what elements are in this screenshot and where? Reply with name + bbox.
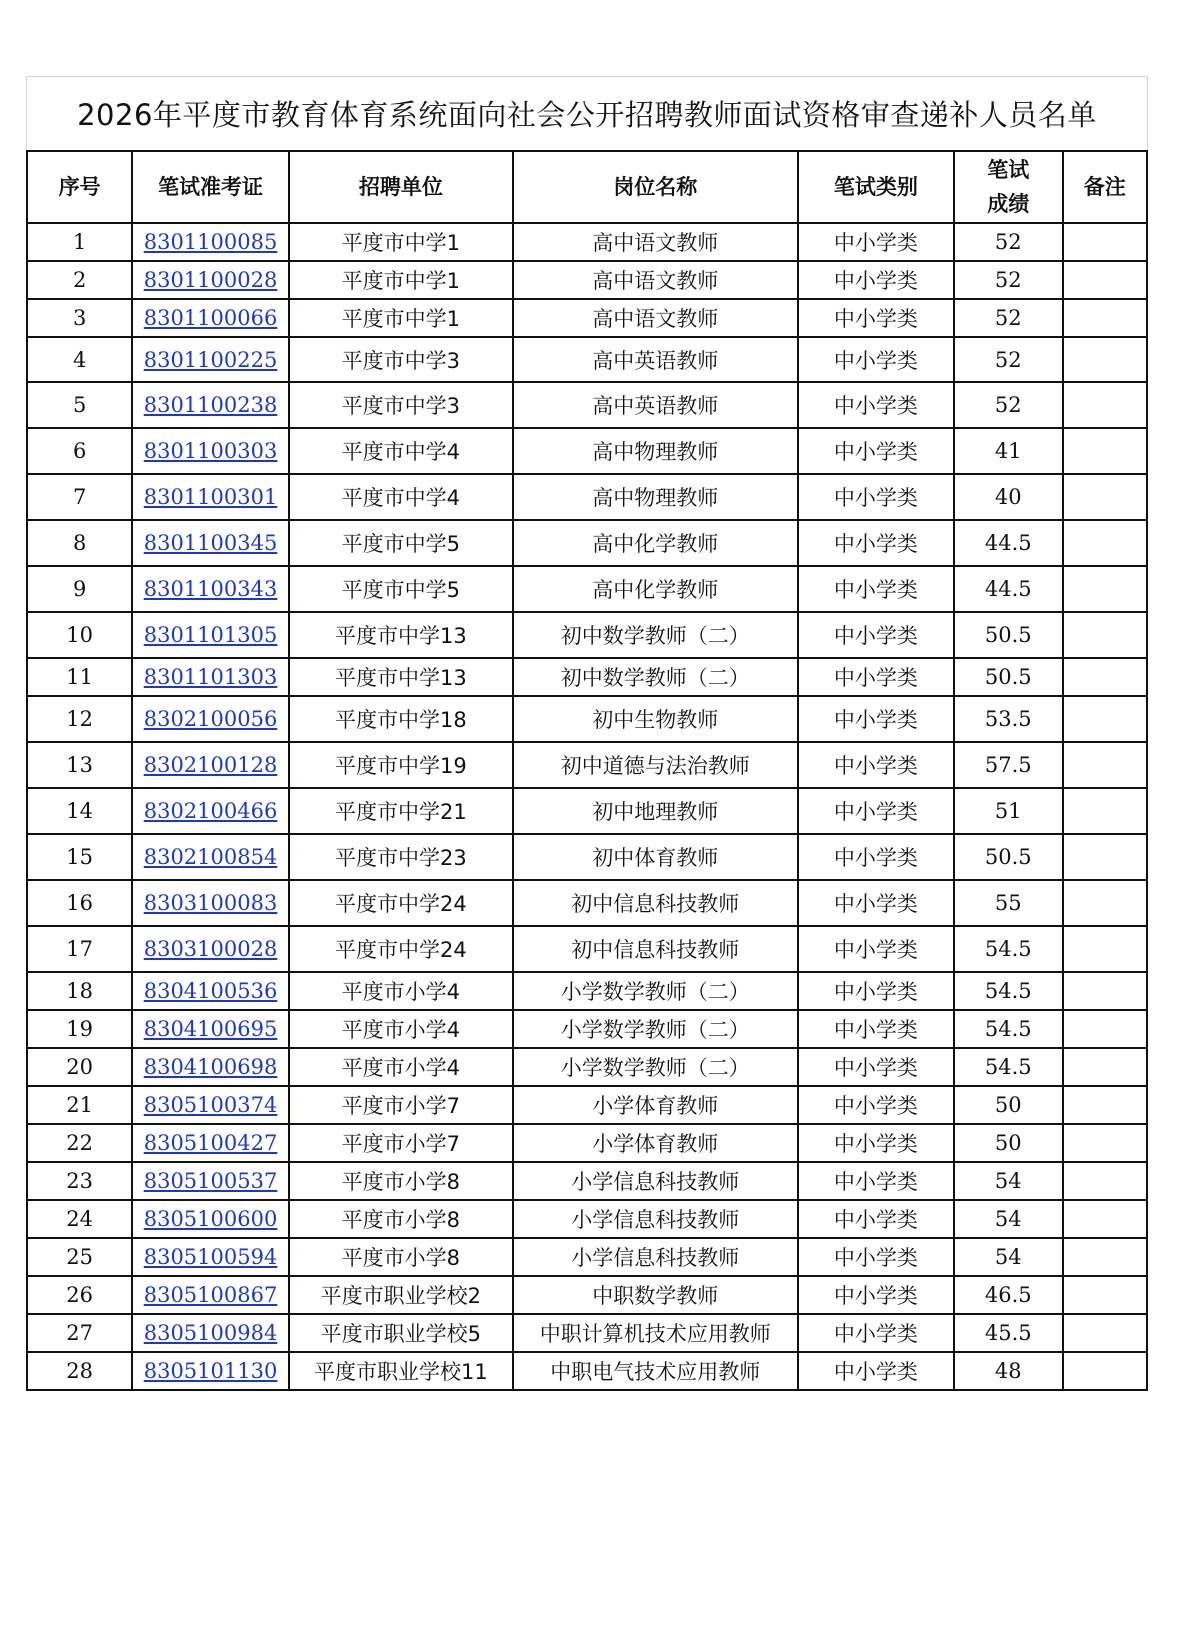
- cell-exam-id: [132, 1238, 288, 1276]
- table-row: [27, 474, 1147, 520]
- exam-id-link[interactable]: 8301101305: [143, 623, 278, 647]
- cell-remark: [1063, 658, 1148, 696]
- cell-position: 高中化学教师: [513, 520, 798, 566]
- cell-score: 50: [954, 1086, 1062, 1124]
- table-row: [27, 1162, 1147, 1200]
- table-row: [27, 566, 1147, 612]
- cell-exam-id: [132, 834, 288, 880]
- cell-index: 21: [27, 1086, 132, 1124]
- cell-category: 中小学类: [798, 788, 954, 834]
- cell-exam-id: [132, 1086, 288, 1124]
- cell-unit: 平度市中学19: [289, 742, 513, 788]
- cell-category: 中小学类: [798, 612, 954, 658]
- cell-index: 13: [27, 742, 132, 788]
- cell-remark: [1063, 382, 1148, 428]
- cell-score: 52: [954, 223, 1062, 261]
- cell-exam-id: [132, 566, 288, 612]
- table-row: [27, 1276, 1147, 1314]
- cell-score: 54.5: [954, 1048, 1062, 1086]
- cell-score: 54: [954, 1238, 1062, 1276]
- cell-unit: 平度市中学24: [289, 880, 513, 926]
- cell-exam-id: [132, 1162, 288, 1200]
- cell-remark: [1063, 742, 1148, 788]
- table-row: [27, 788, 1147, 834]
- cell-score: 52: [954, 337, 1062, 382]
- table-row: [27, 972, 1147, 1010]
- cell-score: 53.5: [954, 696, 1062, 742]
- header-index: 序号: [27, 151, 132, 223]
- cell-remark: [1063, 474, 1148, 520]
- cell-remark: [1063, 337, 1148, 382]
- table-row: [27, 299, 1147, 337]
- cell-score: 51: [954, 788, 1062, 834]
- cell-unit: 平度市职业学校11: [289, 1352, 513, 1390]
- cell-exam-id: [132, 658, 288, 696]
- cell-category: 中小学类: [798, 1314, 954, 1352]
- table-row: [27, 612, 1147, 658]
- cell-unit: 平度市小学4: [289, 1048, 513, 1086]
- header-score-line1: 笔试: [987, 158, 1030, 182]
- cell-category: 中小学类: [798, 1200, 954, 1238]
- exam-id-link[interactable]: 8305101130: [143, 1359, 278, 1383]
- header-unit: 招聘单位: [289, 151, 513, 223]
- cell-score: 55: [954, 880, 1062, 926]
- cell-remark: [1063, 520, 1148, 566]
- cell-score: 52: [954, 299, 1062, 337]
- cell-category: 中小学类: [798, 658, 954, 696]
- cell-category: 中小学类: [798, 1010, 954, 1048]
- cell-index: 22: [27, 1124, 132, 1162]
- cell-position: 初中生物教师: [513, 696, 798, 742]
- cell-category: 中小学类: [798, 520, 954, 566]
- cell-remark: [1063, 788, 1148, 834]
- cell-exam-id: [132, 474, 288, 520]
- candidate-table: [26, 150, 1148, 1391]
- header-position: 岗位名称: [513, 151, 798, 223]
- cell-unit: 平度市小学4: [289, 972, 513, 1010]
- cell-position: 初中数学教师（二）: [513, 612, 798, 658]
- cell-index: 6: [27, 428, 132, 474]
- cell-remark: [1063, 1352, 1148, 1390]
- cell-remark: [1063, 299, 1148, 337]
- exam-id-link[interactable]: 8301100225: [143, 347, 278, 372]
- cell-index: 3: [27, 299, 132, 337]
- cell-score: 54: [954, 1162, 1062, 1200]
- cell-category: 中小学类: [798, 926, 954, 972]
- cell-remark: [1063, 428, 1148, 474]
- cell-score: 54.5: [954, 972, 1062, 1010]
- cell-position: 初中信息科技教师: [513, 880, 798, 926]
- header-remark: 备注: [1063, 151, 1148, 223]
- cell-position: 高中英语教师: [513, 337, 798, 382]
- cell-position: 初中地理教师: [513, 788, 798, 834]
- cell-remark: [1063, 972, 1148, 1010]
- exam-id-link[interactable]: 8305100594: [143, 1245, 278, 1269]
- document-sheet: [26, 76, 1148, 1391]
- exam-id-link[interactable]: 8301100085: [143, 230, 278, 254]
- exam-id-link[interactable]: 8304100536: [143, 979, 278, 1003]
- cell-exam-id: [132, 261, 288, 299]
- cell-unit: 平度市中学24: [289, 926, 513, 972]
- cell-remark: [1063, 566, 1148, 612]
- cell-position: 小学数学教师（二）: [513, 972, 798, 1010]
- cell-score: 48: [954, 1352, 1062, 1390]
- cell-position: 小学数学教师（二）: [513, 1048, 798, 1086]
- cell-exam-id: [132, 1276, 288, 1314]
- cell-category: 中小学类: [798, 1086, 954, 1124]
- exam-id-link[interactable]: 8305100600: [143, 1207, 278, 1231]
- cell-position: 小学体育教师: [513, 1086, 798, 1124]
- cell-unit: 平度市中学21: [289, 788, 513, 834]
- cell-score: 50: [954, 1124, 1062, 1162]
- cell-index: 10: [27, 612, 132, 658]
- cell-category: 中小学类: [798, 337, 954, 382]
- cell-category: 中小学类: [798, 223, 954, 261]
- table-row: [27, 742, 1147, 788]
- cell-index: 15: [27, 834, 132, 880]
- exam-id-link[interactable]: 8303100028: [143, 937, 278, 961]
- cell-unit: 平度市中学4: [289, 474, 513, 520]
- cell-category: 中小学类: [798, 1162, 954, 1200]
- table-row: [27, 428, 1147, 474]
- header-row: [27, 151, 1147, 223]
- cell-remark: [1063, 1010, 1148, 1048]
- exam-id-link[interactable]: 8301100345: [143, 531, 278, 555]
- cell-index: 17: [27, 926, 132, 972]
- cell-position: 高中语文教师: [513, 223, 798, 261]
- cell-index: 9: [27, 566, 132, 612]
- cell-index: 18: [27, 972, 132, 1010]
- cell-index: 26: [27, 1276, 132, 1314]
- cell-category: 中小学类: [798, 1124, 954, 1162]
- exam-id-link[interactable]: 8302100056: [143, 707, 278, 731]
- cell-position: 中职数学教师: [513, 1276, 798, 1314]
- exam-id-link[interactable]: 8301100238: [143, 393, 278, 417]
- cell-unit: 平度市小学7: [289, 1086, 513, 1124]
- cell-remark: [1063, 1276, 1148, 1314]
- cell-exam-id: [132, 1314, 288, 1352]
- cell-score: 52: [954, 382, 1062, 428]
- cell-category: 中小学类: [798, 261, 954, 299]
- cell-index: 14: [27, 788, 132, 834]
- table-body: [27, 223, 1147, 1390]
- cell-exam-id: [132, 742, 288, 788]
- table-row: [27, 337, 1147, 382]
- cell-remark: [1063, 1200, 1148, 1238]
- cell-score: 54: [954, 1200, 1062, 1238]
- cell-score: 54.5: [954, 1010, 1062, 1048]
- cell-unit: 平度市中学23: [289, 834, 513, 880]
- cell-index: 20: [27, 1048, 132, 1086]
- cell-category: 中小学类: [798, 1352, 954, 1390]
- cell-unit: 平度市小学8: [289, 1162, 513, 1200]
- cell-position: 高中化学教师: [513, 566, 798, 612]
- header-score: [954, 151, 1062, 223]
- cell-category: 中小学类: [798, 474, 954, 520]
- cell-position: 初中体育教师: [513, 834, 798, 880]
- cell-unit: 平度市职业学校5: [289, 1314, 513, 1352]
- cell-unit: 平度市职业学校2: [289, 1276, 513, 1314]
- cell-score: 54.5: [954, 926, 1062, 972]
- cell-exam-id: [132, 788, 288, 834]
- exam-id-link[interactable]: 8301100303: [143, 439, 278, 463]
- table-row: [27, 1200, 1147, 1238]
- table-row: [27, 658, 1147, 696]
- cell-score: 50.5: [954, 834, 1062, 880]
- cell-remark: [1063, 696, 1148, 742]
- cell-exam-id: [132, 428, 288, 474]
- cell-category: 中小学类: [798, 299, 954, 337]
- table-row: [27, 520, 1147, 566]
- header-exam-id: 笔试准考证: [132, 151, 288, 223]
- cell-exam-id: [132, 1010, 288, 1048]
- cell-category: 中小学类: [798, 382, 954, 428]
- table-row: [27, 1352, 1147, 1390]
- table-row: [27, 382, 1147, 428]
- cell-remark: [1063, 1124, 1148, 1162]
- cell-score: 52: [954, 261, 1062, 299]
- cell-index: 23: [27, 1162, 132, 1200]
- table-row: [27, 1048, 1147, 1086]
- cell-unit: 平度市小学8: [289, 1200, 513, 1238]
- cell-position: 高中英语教师: [513, 382, 798, 428]
- cell-position: 初中数学教师（二）: [513, 658, 798, 696]
- cell-position: 高中物理教师: [513, 474, 798, 520]
- exam-id-link[interactable]: 8301100066: [143, 306, 278, 330]
- cell-index: 19: [27, 1010, 132, 1048]
- exam-id-link[interactable]: 8302100854: [143, 845, 278, 869]
- cell-unit: 平度市中学18: [289, 696, 513, 742]
- cell-index: 8: [27, 520, 132, 566]
- table-row: [27, 696, 1147, 742]
- cell-score: 46.5: [954, 1276, 1062, 1314]
- cell-unit: 平度市中学3: [289, 337, 513, 382]
- cell-unit: 平度市小学4: [289, 1010, 513, 1048]
- cell-exam-id: [132, 612, 288, 658]
- cell-score: 40: [954, 474, 1062, 520]
- cell-exam-id: [132, 696, 288, 742]
- cell-category: 中小学类: [798, 1276, 954, 1314]
- cell-score: 57.5: [954, 742, 1062, 788]
- cell-unit: 平度市中学1: [289, 299, 513, 337]
- cell-position: 高中语文教师: [513, 261, 798, 299]
- cell-position: 小学信息科技教师: [513, 1200, 798, 1238]
- table-row: [27, 223, 1147, 261]
- cell-unit: 平度市中学4: [289, 428, 513, 474]
- cell-position: 高中语文教师: [513, 299, 798, 337]
- cell-exam-id: [132, 1200, 288, 1238]
- cell-category: 中小学类: [798, 1048, 954, 1086]
- cell-remark: [1063, 1238, 1148, 1276]
- cell-remark: [1063, 612, 1148, 658]
- cell-remark: [1063, 880, 1148, 926]
- cell-index: 2: [27, 261, 132, 299]
- cell-index: 16: [27, 880, 132, 926]
- cell-score: 41: [954, 428, 1062, 474]
- cell-category: 中小学类: [798, 742, 954, 788]
- cell-category: 中小学类: [798, 880, 954, 926]
- table-row: [27, 1086, 1147, 1124]
- cell-remark: [1063, 926, 1148, 972]
- cell-index: 24: [27, 1200, 132, 1238]
- exam-id-link[interactable]: 8301100028: [143, 268, 278, 292]
- exam-id-link[interactable]: 8301100301: [143, 485, 278, 509]
- cell-position: 中职计算机技术应用教师: [513, 1314, 798, 1352]
- exam-id-link[interactable]: 8302100466: [143, 799, 278, 823]
- cell-category: 中小学类: [798, 834, 954, 880]
- cell-exam-id: [132, 520, 288, 566]
- table-row: [27, 1124, 1147, 1162]
- cell-remark: [1063, 261, 1148, 299]
- cell-exam-id: [132, 299, 288, 337]
- cell-category: 中小学类: [798, 1238, 954, 1276]
- exam-id-link[interactable]: 8302100128: [143, 753, 278, 777]
- cell-index: 1: [27, 223, 132, 261]
- cell-position: 小学数学教师（二）: [513, 1010, 798, 1048]
- cell-exam-id: [132, 1352, 288, 1390]
- exam-id-link[interactable]: 8305100374: [143, 1093, 278, 1117]
- cell-position: 小学体育教师: [513, 1124, 798, 1162]
- cell-exam-id: [132, 382, 288, 428]
- cell-index: 28: [27, 1352, 132, 1390]
- blank-area: [0, 1420, 1179, 1638]
- cell-exam-id: [132, 223, 288, 261]
- cell-position: 小学信息科技教师: [513, 1238, 798, 1276]
- cell-score: 44.5: [954, 520, 1062, 566]
- cell-exam-id: [132, 880, 288, 926]
- cell-unit: 平度市中学5: [289, 520, 513, 566]
- exam-id-link[interactable]: 8304100695: [143, 1017, 278, 1041]
- cell-remark: [1063, 1162, 1148, 1200]
- cell-category: 中小学类: [798, 696, 954, 742]
- cell-remark: [1063, 223, 1148, 261]
- exam-id-link[interactable]: 8305100427: [143, 1131, 278, 1155]
- cell-exam-id: [132, 1048, 288, 1086]
- cell-position: 高中物理教师: [513, 428, 798, 474]
- cell-remark: [1063, 1048, 1148, 1086]
- cell-index: 4: [27, 337, 132, 382]
- cell-unit: 平度市中学13: [289, 658, 513, 696]
- cell-remark: [1063, 1314, 1148, 1352]
- table-row: [27, 261, 1147, 299]
- cell-remark: [1063, 1086, 1148, 1124]
- header-category: 笔试类别: [798, 151, 954, 223]
- table-row: [27, 926, 1147, 972]
- header-score-line2: 成绩: [987, 192, 1030, 216]
- title-box: [26, 76, 1148, 150]
- cell-score: 45.5: [954, 1314, 1062, 1352]
- table-row: [27, 834, 1147, 880]
- cell-score: 44.5: [954, 566, 1062, 612]
- cell-unit: 平度市小学8: [289, 1238, 513, 1276]
- cell-index: 11: [27, 658, 132, 696]
- cell-position: 小学信息科技教师: [513, 1162, 798, 1200]
- table-row: [27, 1238, 1147, 1276]
- exam-id-link[interactable]: 8303100083: [143, 891, 278, 915]
- exam-id-link[interactable]: 8305100537: [143, 1169, 278, 1193]
- cell-exam-id: [132, 972, 288, 1010]
- cell-unit: 平度市中学1: [289, 261, 513, 299]
- cell-unit: 平度市中学5: [289, 566, 513, 612]
- cell-position: 初中道德与法治教师: [513, 742, 798, 788]
- cell-index: 25: [27, 1238, 132, 1276]
- page-title: 2026年平度市教育体育系统面向社会公开招聘教师面试资格审查递补人员名单: [77, 98, 1097, 132]
- table-row: [27, 880, 1147, 926]
- cell-score: 50.5: [954, 658, 1062, 696]
- exam-id-link[interactable]: 8305100984: [143, 1321, 278, 1345]
- cell-category: 中小学类: [798, 566, 954, 612]
- cell-remark: [1063, 834, 1148, 880]
- cell-category: 中小学类: [798, 428, 954, 474]
- exam-id-link[interactable]: 8304100698: [143, 1055, 278, 1079]
- cell-unit: 平度市中学13: [289, 612, 513, 658]
- table-row: [27, 1010, 1147, 1048]
- cell-exam-id: [132, 1124, 288, 1162]
- table-row: [27, 1314, 1147, 1352]
- cell-index: 12: [27, 696, 132, 742]
- cell-position: 中职电气技术应用教师: [513, 1352, 798, 1390]
- cell-unit: 平度市中学1: [289, 223, 513, 261]
- cell-unit: 平度市中学3: [289, 382, 513, 428]
- cell-exam-id: [132, 926, 288, 972]
- cell-unit: 平度市小学7: [289, 1124, 513, 1162]
- cell-index: 7: [27, 474, 132, 520]
- exam-id-link[interactable]: 8301101303: [143, 665, 278, 689]
- cell-index: 27: [27, 1314, 132, 1352]
- exam-id-link[interactable]: 8301100343: [143, 577, 278, 601]
- cell-score: 50.5: [954, 612, 1062, 658]
- cell-exam-id: [132, 337, 288, 382]
- exam-id-link[interactable]: 8305100867: [143, 1283, 278, 1307]
- cell-category: 中小学类: [798, 972, 954, 1010]
- cell-position: 初中信息科技教师: [513, 926, 798, 972]
- cell-index: 5: [27, 382, 132, 428]
